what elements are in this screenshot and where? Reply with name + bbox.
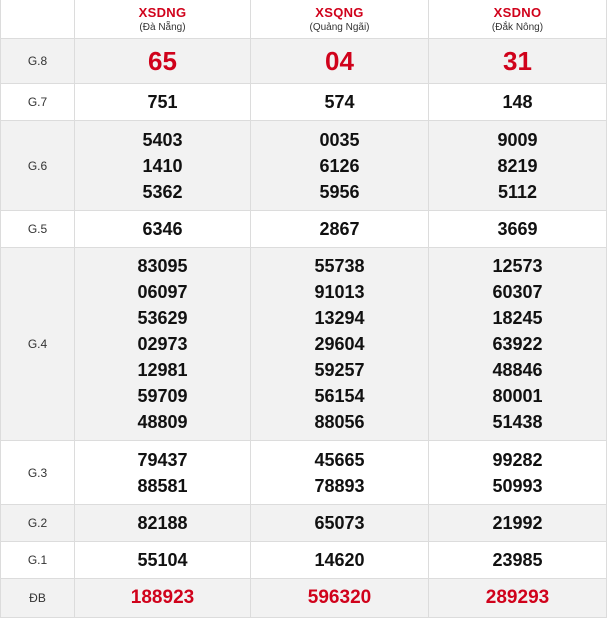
- prize-label: G.8: [1, 39, 75, 84]
- province-code[interactable]: XSDNO: [493, 5, 542, 20]
- prize-number: 29604: [314, 334, 365, 354]
- prize-number: 5956: [319, 181, 360, 202]
- prize-number: 60307: [492, 282, 543, 302]
- prize-cell: [251, 39, 429, 84]
- prize-row-g7: [1, 84, 607, 121]
- prize-cell: [429, 441, 607, 505]
- prize-cell: [251, 579, 429, 618]
- prize-number: 13294: [314, 308, 365, 328]
- prize-label: G.5: [1, 211, 75, 248]
- prize-cell: [251, 542, 429, 579]
- prize-number: 65073: [314, 513, 365, 533]
- prize-cell: [429, 542, 607, 579]
- special-prize-number: 188923: [130, 587, 195, 608]
- prize-cell: [75, 542, 251, 579]
- prize-number: 23985: [492, 550, 543, 570]
- prize-cell: [251, 441, 429, 505]
- province-code[interactable]: XSDNG: [138, 5, 187, 20]
- prize-number: 99282: [492, 449, 543, 470]
- prize-cell: [75, 579, 251, 618]
- prize-label: G.3: [1, 441, 75, 505]
- province-header-danang: [75, 0, 251, 39]
- prize-number: 88056: [314, 412, 365, 432]
- prize-cell: [429, 505, 607, 542]
- prize-cell: [75, 211, 251, 248]
- prize-number: 5112: [497, 181, 538, 202]
- province-name: (Quảng Ngãi): [309, 22, 370, 33]
- prize-number: 59709: [137, 386, 188, 406]
- prize-number: 59257: [314, 360, 365, 380]
- prize-number: 80001: [492, 386, 543, 406]
- prize-number: 04: [325, 46, 354, 76]
- prize-number: 91013: [314, 282, 365, 302]
- prize-number: 48846: [492, 360, 543, 380]
- prize-label: G.6: [1, 121, 75, 211]
- province-name: (Đà Nẵng): [139, 22, 186, 33]
- prize-number: 6346: [142, 219, 183, 239]
- prize-row-g8: [1, 39, 607, 84]
- prize-number: 50993: [492, 475, 543, 496]
- prize-number: 82188: [137, 513, 188, 533]
- prize-number: 8219: [497, 155, 538, 176]
- province-header-daknong: [429, 0, 607, 39]
- province-name: (Đắk Nông): [491, 22, 544, 33]
- prize-number: 18245: [492, 308, 543, 328]
- prize-number: 79437: [137, 449, 188, 470]
- prize-number: 51438: [492, 412, 543, 432]
- prize-label: G.2: [1, 505, 75, 542]
- prize-number: 6126: [319, 155, 360, 176]
- prize-number: 45665: [314, 449, 365, 470]
- prize-cell: [251, 248, 429, 441]
- prize-number: 55738: [314, 256, 365, 276]
- special-prize-number: 289293: [485, 587, 550, 608]
- prize-cell: [75, 39, 251, 84]
- prize-number: 83095: [137, 256, 188, 276]
- prize-cell: [75, 505, 251, 542]
- prize-cell: [75, 121, 251, 211]
- prize-row-special: [1, 579, 607, 618]
- prize-cell: [75, 84, 251, 121]
- prize-cell: [429, 84, 607, 121]
- prize-cell: [429, 579, 607, 618]
- prize-row-g3: [1, 441, 607, 505]
- prize-number: 65: [148, 46, 177, 76]
- prize-number: 14620: [314, 550, 365, 570]
- prize-number: 78893: [314, 475, 365, 496]
- prize-number: 1410: [142, 155, 183, 176]
- prize-label: ĐB: [1, 579, 75, 618]
- prize-cell: [251, 84, 429, 121]
- prize-number: 0035: [319, 129, 360, 150]
- prize-cell: [75, 441, 251, 505]
- prize-number: 21992: [492, 513, 543, 533]
- province-header-quangngai: [251, 0, 429, 39]
- prize-number: 88581: [137, 475, 188, 496]
- prize-number: 751: [147, 92, 178, 112]
- prize-cell: [429, 121, 607, 211]
- prize-number: 12573: [492, 256, 543, 276]
- prize-cell: [251, 121, 429, 211]
- prize-row-g1: [1, 542, 607, 579]
- prize-label: G.1: [1, 542, 75, 579]
- prize-cell: [251, 211, 429, 248]
- prize-cell: [429, 211, 607, 248]
- prize-number: 06097: [137, 282, 188, 302]
- special-prize-number: 596320: [307, 587, 372, 608]
- prize-number: 53629: [137, 308, 188, 328]
- prize-cell: [429, 39, 607, 84]
- prize-number: 2867: [319, 219, 360, 239]
- prize-row-g6: [1, 121, 607, 211]
- prize-number: 12981: [137, 360, 188, 380]
- prize-number: 5362: [142, 181, 183, 202]
- prize-number: 9009: [497, 129, 538, 150]
- province-code[interactable]: XSQNG: [315, 5, 364, 20]
- prize-number: 48809: [137, 412, 188, 432]
- header-corner: [1, 0, 75, 39]
- prize-number: 148: [502, 92, 533, 112]
- prize-number: 3669: [497, 219, 538, 239]
- prize-cell: [429, 248, 607, 441]
- prize-label: G.4: [1, 248, 75, 441]
- prize-number: 55104: [137, 550, 188, 570]
- prize-row-g2: [1, 505, 607, 542]
- prize-cell: [75, 248, 251, 441]
- prize-number: 63922: [492, 334, 543, 354]
- prize-number: 02973: [137, 334, 188, 354]
- prize-number: 31: [503, 46, 532, 76]
- prize-cell: [251, 505, 429, 542]
- prize-row-g5: [1, 211, 607, 248]
- prize-row-g4: [1, 248, 607, 441]
- header-row: [1, 0, 607, 39]
- prize-number: 56154: [314, 386, 365, 406]
- prize-number: 5403: [142, 129, 183, 150]
- prize-label: G.7: [1, 84, 75, 121]
- prize-number: 574: [324, 92, 355, 112]
